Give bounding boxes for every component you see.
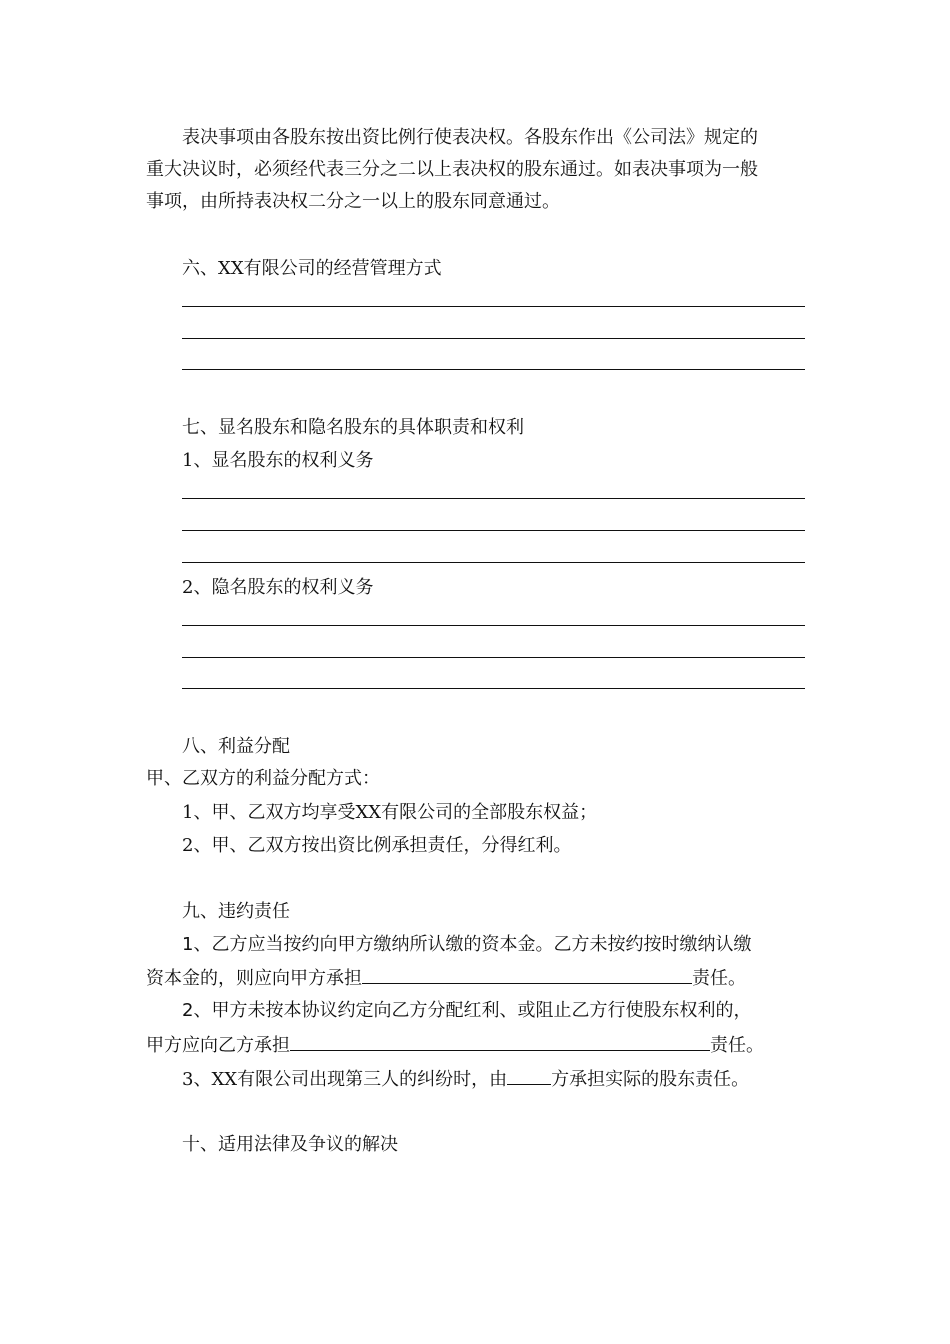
clause-text: 责任。 xyxy=(710,1035,764,1056)
clause-text: 、乙方应当按约向甲方缴纳所认缴的资本金。乙方未按约按时缴纳认缴 xyxy=(193,934,752,955)
clause-text: 、甲方未按本协议约定向乙方分配红利、或阻止乙方行使股东权利的， xyxy=(193,1000,752,1021)
breach-clause-1-line-1 xyxy=(182,934,751,956)
clause-text: 甲方应向乙方承担 xyxy=(146,1035,290,1056)
clause-number: 1 xyxy=(182,934,194,955)
section-9-heading: 九、违约责任 xyxy=(182,901,290,922)
intro-line-3: 事项，由所持表决权二分之一以上的股东同意通过。 xyxy=(146,191,560,212)
fill-in-line xyxy=(182,562,805,563)
fill-in-line xyxy=(182,688,805,689)
clause-number: 2 xyxy=(182,1000,194,1021)
fill-in-line xyxy=(182,657,805,658)
breach-clause-3 xyxy=(182,1068,749,1090)
breach-clause-1-line-2 xyxy=(146,967,746,989)
fill-in-line xyxy=(182,369,805,370)
section-8-item-1: 1、甲、乙双方均享受XX有限公司的全部股东权益； xyxy=(182,802,598,823)
fill-in-line xyxy=(182,625,805,626)
clause-text: 资本金的，则应向甲方承担 xyxy=(146,968,362,989)
section-8-item-2: 2、甲、乙双方按出资比例承担责任，分得红利。 xyxy=(182,835,572,856)
clause-text: 3、XX有限公司出现第三人的纠纷时，由 xyxy=(182,1069,508,1090)
breach-clause-2-line-1 xyxy=(182,1000,751,1022)
fill-in-line xyxy=(182,338,805,339)
party-blank xyxy=(507,1068,551,1085)
clause-text: 责任。 xyxy=(692,968,746,989)
section-6-heading: 六、XX有限公司的经营管理方式 xyxy=(182,258,442,279)
intro-line-2: 重大决议时，必须经代表三分之二以上表决权的股东通过。如表决事项为一般 xyxy=(146,159,758,180)
clause-text: 方承担实际的股东责任。 xyxy=(551,1069,750,1090)
section-7-item-2: 2、隐名股东的权利义务 xyxy=(182,577,374,598)
liability-blank xyxy=(362,967,692,984)
liability-blank xyxy=(290,1034,710,1051)
section-7-heading: 七、显名股东和隐名股东的具体职责和权利 xyxy=(182,417,524,438)
breach-clause-2-line-2 xyxy=(146,1034,764,1056)
fill-in-line xyxy=(182,306,805,307)
section-7-item-1: 1、显名股东的权利义务 xyxy=(182,450,374,471)
fill-in-line xyxy=(182,530,805,531)
intro-line-1: 表决事项由各股东按出资比例行使表决权。各股东作出《公司法》规定的 xyxy=(182,127,758,148)
section-10-heading: 十、适用法律及争议的解决 xyxy=(182,1134,398,1155)
fill-in-line xyxy=(182,498,805,499)
section-8-intro: 甲、乙双方的利益分配方式： xyxy=(146,768,380,789)
section-8-heading: 八、利益分配 xyxy=(182,736,290,757)
